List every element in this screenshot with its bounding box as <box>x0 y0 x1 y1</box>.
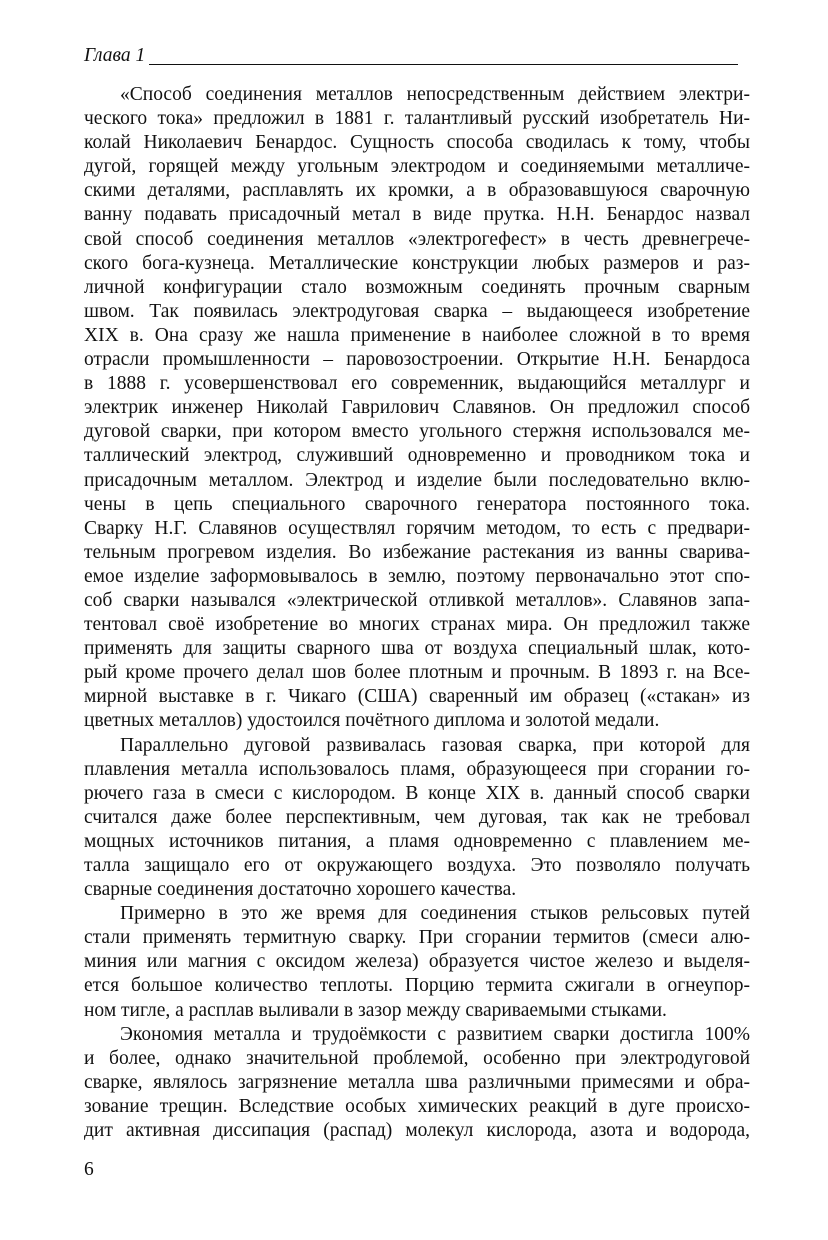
text-line: Примерно в это же время для соединения стыков рельсовых путей <box>120 903 750 925</box>
text-line: считался даже более перспективным, чем дуговая, так как не требовал <box>84 806 750 828</box>
text-line: ванну подавать присадочный метал в виде прутка. Н.Н. Бенардос назвал <box>84 204 750 226</box>
text-line: свой способ соединения металлов «электрогефест» в честь древнегрече- <box>84 228 750 250</box>
text-line: цветных металлов) удостоился почётного диплома и золотой медали. <box>84 710 660 732</box>
text-line: дуговой сварки, при котором вместо угольного стержня использовался ме- <box>84 421 750 443</box>
text-line: мощных источников питания, а пламя одновременно с плавлением ме- <box>84 830 750 852</box>
text-line: колай Николаевич Бенардос. Сущность способа сводилась к тому, чтобы <box>84 132 750 154</box>
text-line: скими деталями, расплавлять их кромки, а в образовавшуюся сварочную <box>84 180 750 202</box>
text-line: Экономия металла и трудоёмкости с развитием сварки достигла 100% <box>120 1023 750 1045</box>
text-line: ном тигле, а расплав выливали в зазор между свариваемыми стыками. <box>84 999 667 1021</box>
text-line: дит активная диссипация (распад) молекул кислорода, азота и водорода, <box>84 1120 750 1142</box>
text-line: рючего газа в смеси с кислородом. В конце XIX в. данный способ сварки <box>84 782 750 804</box>
text-line: соб сварки назывался «электрической отливкой металлов». Славянов запа- <box>84 589 750 611</box>
running-header <box>84 44 738 68</box>
text-line: «Способ соединения металлов непосредственным действием электри- <box>120 84 750 105</box>
text-line: талла защищало его от окружающего воздуха. Это позволяло получать <box>84 855 750 876</box>
paragraph <box>84 1023 750 1143</box>
text-line: таллический электрод, служивший одновременно и проводником тока и <box>84 445 750 467</box>
body-text <box>84 83 750 1143</box>
text-line: сварке, являлось загрязнение металла шва различными примесями и обра- <box>84 1071 750 1093</box>
chapter-title: Глава 1 <box>84 45 146 66</box>
text-line: применять для защиты сварного шва от воздуха специальный шлак, кото- <box>84 638 750 660</box>
text-line: стали применять термитную сварку. При сгорании термитов (смеси алю- <box>84 927 750 949</box>
text-line: личной конфигурации стало возможным соединять прочным сварным <box>84 276 750 298</box>
text-line: Сварку Н.Г. Славянов осуществлял горячим методом, то есть с предвари- <box>84 517 750 539</box>
text-line: и более, однако значительной проблемой, особенно при электродуговой <box>84 1047 750 1069</box>
text-line: ется большое количество теплоты. Порцию термита сжигали в огнеупор- <box>84 975 750 997</box>
paragraph <box>84 83 750 734</box>
text-line: присадочным металлом. Электрод и изделие были последовательно вклю- <box>84 469 750 491</box>
text-line: мирной выставке в г. Чикаго (США) сваренный им образец («стакан» из <box>84 686 750 708</box>
text-line: ского бога-кузнеца. Металлические конструкции любых размеров и раз- <box>84 252 750 274</box>
text-line: зование трещин. Вследствие особых химических реакций в дуге происхо- <box>84 1095 750 1117</box>
text-line: электрик инженер Николай Гаврилович Славянов. Он предложил способ <box>84 397 750 419</box>
text-line: емое изделие заформовывалось в землю, поэтому первоначально этот спо- <box>84 565 750 587</box>
text-line: сварные соединения достаточно хорошего качества. <box>84 879 517 901</box>
text-line: тентовал своё изобретение во многих странах мира. Он предложил также <box>84 614 750 636</box>
text-line: отрасли промышленности – паровозостроении. Открытие Н.Н. Бенардоса <box>84 349 750 371</box>
text-line: чены в цепь специального сварочного генератора постоянного тока. <box>84 493 750 515</box>
text-line: XIX в. Она сразу же нашла применение в наиболее сложной в то время <box>84 324 750 346</box>
text-line: дугой, горящей между угольным электродом и соединяемыми металличе- <box>84 156 750 178</box>
text-line: Параллельно дуговой развивалась газовая сварка, при которой для <box>120 734 750 756</box>
header-rule <box>149 64 738 65</box>
page-number: 6 <box>84 1159 94 1180</box>
text-line: тельным прогревом изделия. Во избежание растекания из ванны сварива- <box>84 541 750 563</box>
text-line: в 1888 г. усовершенствовал его современник, выдающийся металлург и <box>84 373 750 395</box>
text-line: рый кроме прочего делал шов более плотным и прочным. В 1893 г. на Все- <box>84 662 750 684</box>
text-line: ческого тока» предложил в 1881 г. талантливый русский изобретатель Ни- <box>84 108 750 130</box>
paragraph <box>84 734 750 903</box>
text-line: плавления металла использовалось пламя, образующееся при сгорании го- <box>84 758 750 780</box>
text-line: швом. Так появилась электродуговая сварка – выдающееся изобретение <box>84 300 750 322</box>
text-line: миния или магния с оксидом железа) образуется чистое железо и выделя- <box>84 951 750 973</box>
paragraph <box>84 902 750 1022</box>
